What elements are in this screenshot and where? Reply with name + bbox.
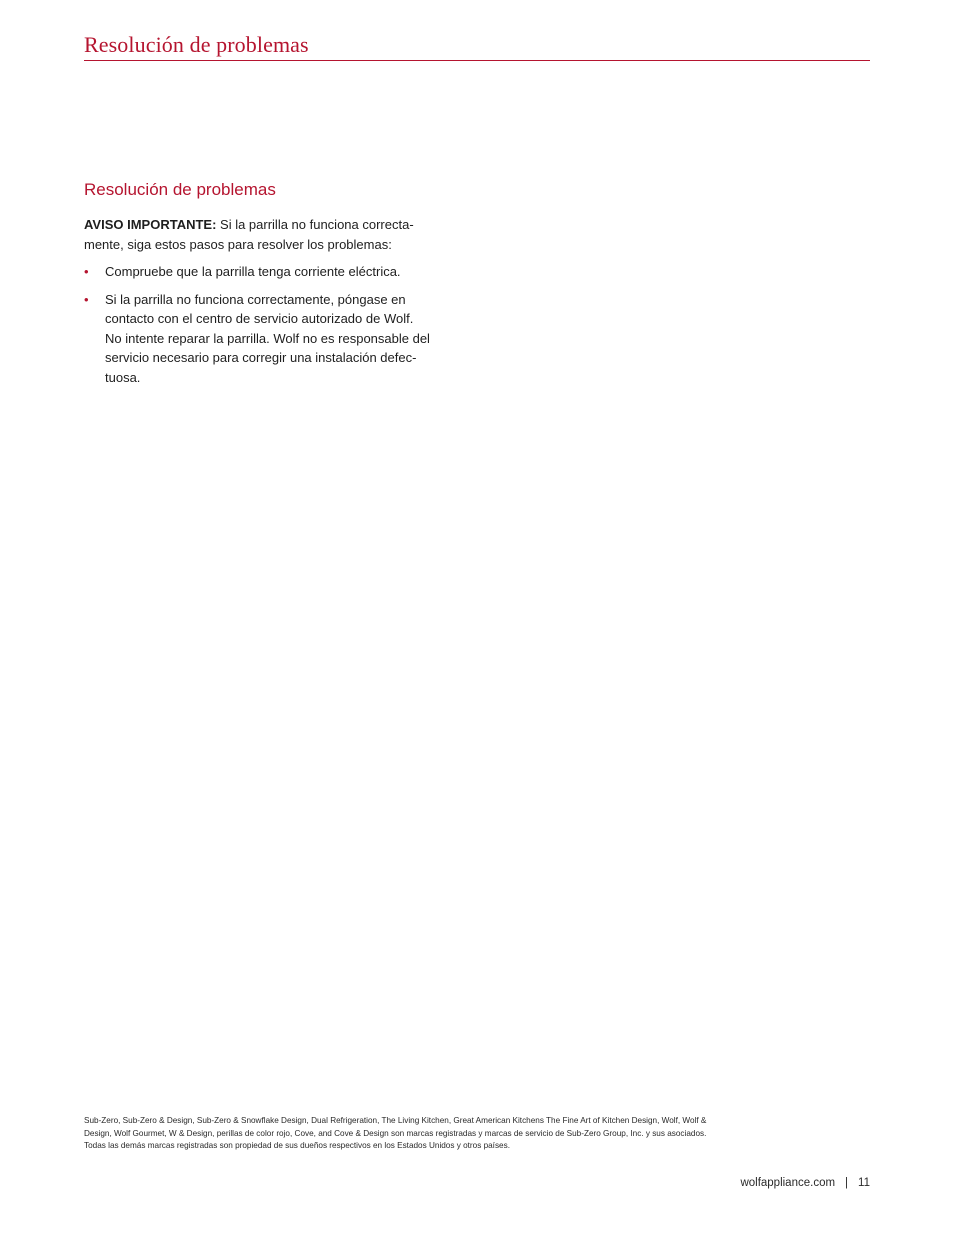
troubleshooting-section bbox=[84, 178, 469, 395]
troubleshooting-steps-list bbox=[84, 262, 469, 387]
list-item bbox=[84, 290, 469, 388]
bullet-icon: • bbox=[84, 291, 89, 307]
important-notice bbox=[84, 215, 469, 254]
notice-text: Si la parrilla no funciona correcta- mente, siga estos pasos para resolver los problemas: bbox=[84, 217, 414, 252]
bullet-icon: • bbox=[84, 264, 89, 279]
section-heading: Resolución de problemas bbox=[84, 180, 276, 199]
website-link[interactable]: wolfappliance.com bbox=[740, 1177, 836, 1189]
page-number: 11 bbox=[858, 1177, 870, 1189]
footer-page-info bbox=[740, 1175, 870, 1191]
list-item-text: Si la parrilla no funciona correctamente, póngase en contacto con el centro de servicio autorizado de Wolf. No intente reparar la parrilla. Wolf no es responsable del servicio necesario para corregir una instalación defec- tuosa. bbox=[105, 291, 430, 385]
footer-separator: | bbox=[845, 1177, 849, 1189]
page-title: Resolución de problemas bbox=[84, 32, 309, 57]
notice-label: AVISO IMPORTANTE: bbox=[84, 217, 217, 232]
footer-legal-notice: Sub-Zero, Sub-Zero & Design, Sub-Zero & Snowflake Design, Dual Refrigeration, The Living Kitchen, Great American Kitchens The Fine Art of Kitchen Design, Wolf, Wolf & Design, Wolf Gourmet, W & Design, perillas de color rojo, Cove, and Cove & Design son marcas registradas y marcas de servicio de Sub-Zero Group, Inc. y sus asociados. Todas las demás marcas registradas son propiedad de sus dueños respectivos en los Estados Unidos y otros países. bbox=[84, 1116, 707, 1150]
list-item-text: Compruebe que la parrilla tenga corriente eléctrica. bbox=[105, 264, 401, 279]
page-header bbox=[84, 30, 870, 61]
list-item bbox=[84, 262, 469, 282]
